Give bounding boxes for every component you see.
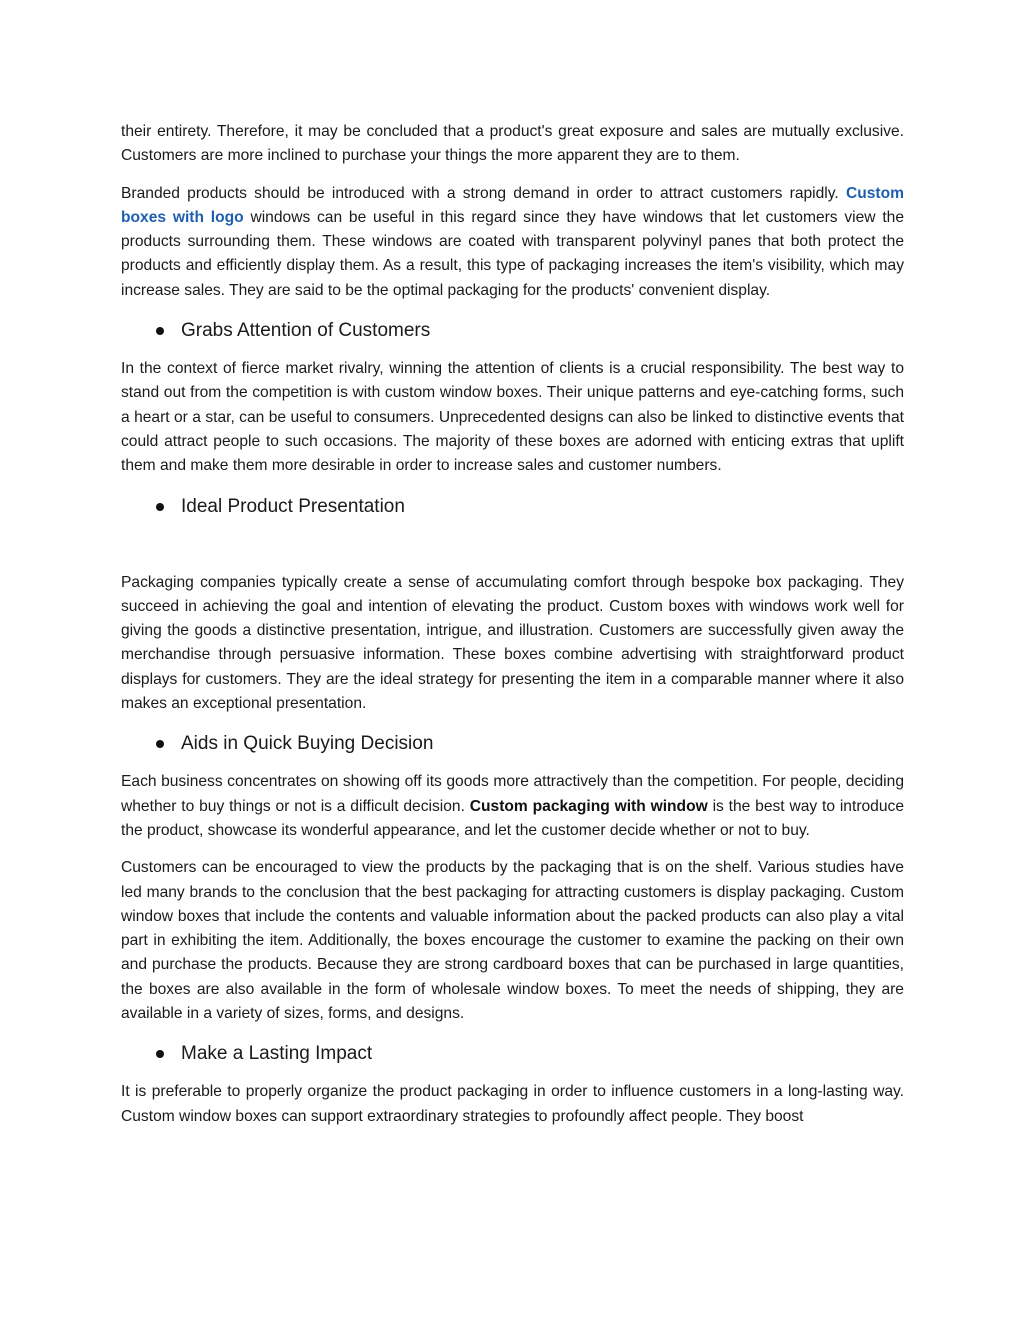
heading-text: Ideal Product Presentation (181, 495, 405, 517)
paragraph-text: Customers can be encouraged to view the products by the packaging that is on the shelf. Various studies have led many brands to the conclusion that the best packaging for attracting customers is display packaging. Custom window boxes that include the contents and valuable information about the packed products can also play a vital part in exhibiting the item. Additionally, the boxes encourage the customer to examine the packing on their own and purchase the products. Because they are strong cardboard boxes that can be purchased in large quantities, the boxes are also available in the form of wholesale window boxes. To meet the needs of shipping, they are available in a variety of sizes, forms, and designs. (121, 859, 904, 1023)
heading-text: Grabs Attention of Customers (181, 320, 431, 342)
paragraph-text: Packaging companies typically create a sense of accumulating comfort through bespoke box packaging. They succeed in achieving the goal and intention of elevating the product. Custom boxes with windows work well for giving the goods a distinctive presentation, intrigue, and illustration. Customers are successfully given away the merchandise through persuasive information. These boxes combine advertising with straightforward product displays for customers. They are the ideal strategy for presenting the item in a comparable manner where it also makes an exceptional presentation. (121, 573, 904, 713)
paragraph-text: In the context of fierce market rivalry, winning the attention of clients is a crucial responsibility. The best way to stand out from the competition is with custom window boxes. Their unique patterns and eye-catching forms, such a heart or a star, can be useful to consumers. Unprecedented designs can also be linked to distinctive events that could attract people to such occasions. The majority of these boxes are adorned with enticing extras that uplift them and make them more desirable in order to increase sales and customer numbers. (121, 360, 904, 475)
paragraph-text: their entirety. Therefore, it may be concluded that a product's great exposure and sales are mutually exclusive. Customers are more inclined to purchase your things the more apparent they are to them. (121, 123, 904, 165)
paragraph-branded-products (121, 182, 904, 303)
section-heading-lasting-impact (121, 1039, 904, 1069)
paragraph-market-rivalry (121, 357, 904, 478)
section-heading-quick-buying (121, 729, 904, 759)
paragraph-each-business (121, 770, 904, 843)
paragraph-packaging-companies (121, 571, 904, 717)
paragraph-organize-packaging (121, 1080, 904, 1129)
paragraph-text: Branded products should be introduced with a strong demand in order to attract customers rapidly. (121, 184, 846, 202)
bullet-icon (156, 503, 164, 511)
paragraph-text: Each business concentrates on showing off its goods more attractively than the competition. For people, deciding whether to buy things or not is a difficult decision. (121, 773, 904, 815)
blank-line (121, 533, 904, 571)
paragraph-exposure (121, 120, 904, 169)
section-heading-grabs-attention (121, 316, 904, 346)
bullet-icon (156, 1050, 164, 1058)
paragraph-text: It is preferable to properly organize the product packaging in order to influence customers in a long-lasting way. Custom window boxes can support extraordinary strategies to profoundly affect people. They boost (121, 1083, 904, 1125)
document-page (121, 120, 904, 1142)
custom-packaging-with-window-bold: Custom packaging with window (469, 797, 708, 815)
paragraph-text: windows can be useful in this regard since they have windows that let customers view the products surrounding them. These windows are coated with transparent polyvinyl panes that both protect the products and efficiently display them. As a result, this type of packaging increases the item's visibility, which may increase sales. They are said to be the optimal packaging for the products' convenient display. (121, 208, 905, 299)
section-heading-ideal-presentation (121, 492, 904, 522)
heading-text: Make a Lasting Impact (181, 1043, 373, 1065)
paragraph-text: is the best way to introduce the product, showcase its wonderful appearance, and let the customer decide whether or not to buy. (121, 797, 904, 839)
paragraph-shelf-packaging (121, 856, 904, 1026)
heading-text: Aids in Quick Buying Decision (181, 733, 434, 755)
bullet-icon (156, 327, 164, 335)
custom-boxes-with-logo-link[interactable]: Custom boxes with logo (121, 184, 904, 226)
bullet-icon (156, 740, 164, 748)
